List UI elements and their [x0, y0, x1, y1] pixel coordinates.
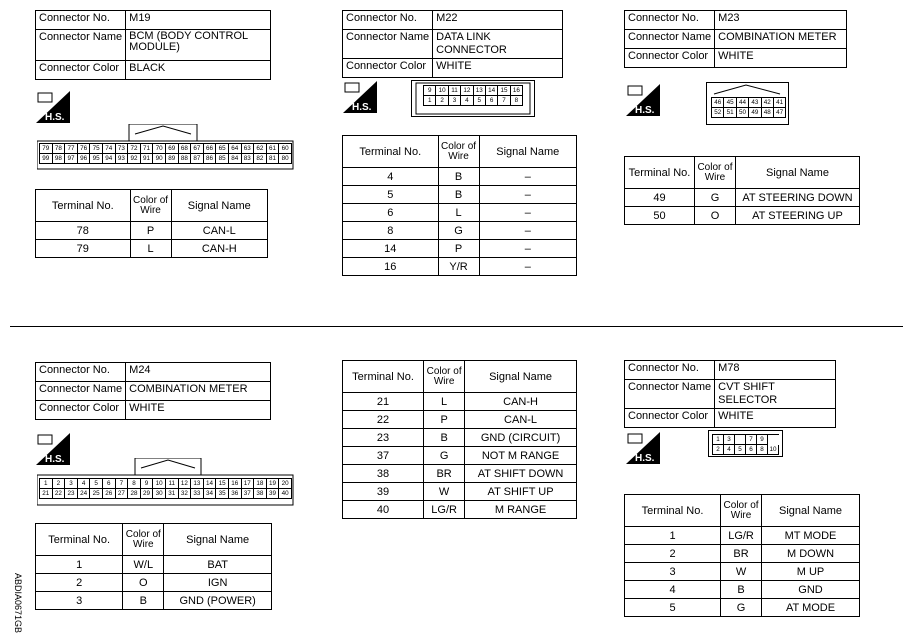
- pin: 70: [153, 144, 166, 154]
- pin: 86: [204, 154, 217, 164]
- connector-color: WHITE: [715, 49, 847, 68]
- m23-connector-diagram: [706, 82, 790, 131]
- header-signal: Signal Name: [762, 495, 860, 527]
- pin: [735, 435, 746, 445]
- pin: 6: [746, 445, 757, 455]
- connector-name: DATA LINK CONNECTOR: [433, 30, 563, 59]
- pin: 88: [179, 154, 192, 164]
- pin: 63: [242, 144, 255, 154]
- table-row: 23 B GND (CIRCUIT): [343, 429, 577, 447]
- m24-info-table: [35, 362, 271, 420]
- pin: 82: [254, 154, 267, 164]
- connector-no: M23: [715, 11, 847, 30]
- label: Connector Name: [36, 30, 126, 61]
- pin: 60: [279, 144, 292, 154]
- pin: 11: [449, 86, 461, 96]
- table-row: 1 LG/R MT MODE: [625, 527, 860, 545]
- svg-text:H.S.: H.S.: [352, 102, 372, 113]
- header-color: Color of Wire: [694, 157, 735, 189]
- pin: 47: [774, 108, 786, 118]
- pin: 77: [65, 144, 78, 154]
- table-row: 3 B GND (POWER): [36, 592, 272, 610]
- connector-name: CVT SHIFT SELECTOR: [715, 380, 836, 409]
- pin: 50: [737, 108, 749, 118]
- pin: 48: [762, 108, 774, 118]
- table-row: 49 G AT STEERING DOWN: [625, 189, 860, 207]
- pin: 31: [166, 489, 179, 499]
- pin: 1: [424, 96, 436, 106]
- table-row: 5 G AT MODE: [625, 599, 860, 617]
- pin: 6: [486, 96, 498, 106]
- pin: 15: [498, 86, 510, 96]
- pin: 64: [229, 144, 242, 154]
- svg-text:H.S.: H.S.: [45, 454, 65, 465]
- m19-connector-diagram: [37, 124, 295, 175]
- m78-signal-table: [624, 494, 860, 617]
- m23-signal-table: [624, 156, 860, 225]
- pin: 34: [204, 489, 217, 499]
- label: Connector Name: [36, 382, 126, 401]
- pin: 96: [78, 154, 91, 164]
- pin: 40: [279, 489, 292, 499]
- pin: 10: [153, 479, 166, 489]
- pin: 10: [436, 86, 448, 96]
- pin: 66: [204, 144, 217, 154]
- header-terminal: Terminal No.: [343, 361, 424, 393]
- pin: 10: [768, 445, 779, 455]
- table-row: 38 BR AT SHIFT DOWN: [343, 465, 577, 483]
- pin: 18: [254, 479, 267, 489]
- table-row: 22 P CAN-L: [343, 411, 577, 429]
- pin: 26: [103, 489, 116, 499]
- m22-info-table: [342, 10, 563, 78]
- pin: 7: [116, 479, 129, 489]
- label: Connector Color: [36, 61, 126, 80]
- table-row: 2 O IGN: [36, 574, 272, 592]
- pin: 71: [141, 144, 154, 154]
- m22-signal-table: [342, 135, 577, 276]
- connector-no: M19: [126, 11, 271, 30]
- label: Connector Name: [343, 30, 433, 59]
- header-signal: Signal Name: [735, 157, 859, 189]
- pin: 5: [735, 445, 746, 455]
- pin: 4: [461, 96, 473, 106]
- pin: 89: [166, 154, 179, 164]
- pin: 79: [40, 144, 53, 154]
- pin: 52: [712, 108, 724, 118]
- pin: 8: [511, 96, 523, 106]
- header-terminal: Terminal No.: [36, 524, 123, 556]
- pin: 95: [90, 154, 103, 164]
- pin: 72: [128, 144, 141, 154]
- header-signal: Signal Name: [171, 190, 267, 222]
- pin: 45: [724, 98, 736, 108]
- pin: 22: [53, 489, 66, 499]
- m24-signal-table-continued: [342, 360, 577, 519]
- pin: 25: [90, 489, 103, 499]
- pin: 28: [128, 489, 141, 499]
- table-row: 4 B –: [343, 168, 577, 186]
- pin: 12: [461, 86, 473, 96]
- pin: 4: [724, 445, 735, 455]
- pin: 3: [65, 479, 78, 489]
- table-row: 1 W/L BAT: [36, 556, 272, 574]
- pin: 98: [53, 154, 66, 164]
- table-row: 79 L CAN-H: [36, 240, 268, 258]
- m24-connector-diagram: [37, 458, 295, 511]
- svg-text:H.S.: H.S.: [635, 453, 655, 464]
- pin: 38: [254, 489, 267, 499]
- pin: 20: [279, 479, 292, 489]
- header-color: Color of Wire: [123, 524, 164, 556]
- table-row: 14 P –: [343, 240, 577, 258]
- pin: 75: [90, 144, 103, 154]
- pin: 4: [78, 479, 91, 489]
- header-terminal: Terminal No.: [625, 495, 721, 527]
- document-code: ABDIA0671GB: [13, 572, 24, 634]
- label: Connector No.: [36, 11, 126, 30]
- pin: 67: [191, 144, 204, 154]
- pin: 9: [757, 435, 768, 445]
- pin: 11: [166, 479, 179, 489]
- m78-info-table: [624, 360, 836, 428]
- header-color: Color of Wire: [721, 495, 762, 527]
- pin: 91: [141, 154, 154, 164]
- pin: 30: [153, 489, 166, 499]
- pin: 8: [757, 445, 768, 455]
- pin: 69: [166, 144, 179, 154]
- pin: 8: [128, 479, 141, 489]
- pin: 61: [267, 144, 280, 154]
- harness-side-icon: [626, 84, 660, 114]
- label: Connector No.: [625, 361, 715, 380]
- harness-side-icon: [343, 81, 377, 111]
- pin: 81: [267, 154, 280, 164]
- header-color: Color of Wire: [130, 190, 171, 222]
- m78-connector-diagram: [708, 430, 784, 463]
- connector-color: WHITE: [433, 59, 563, 78]
- pin: 42: [762, 98, 774, 108]
- table-row: 4 B GND: [625, 581, 860, 599]
- pin: 5: [474, 96, 486, 106]
- pin: 13: [474, 86, 486, 96]
- table-row: 78 P CAN-L: [36, 222, 268, 240]
- header-color: Color of Wire: [424, 361, 465, 393]
- pin: 76: [78, 144, 91, 154]
- pin: 16: [511, 86, 523, 96]
- m23-info-table: [624, 10, 847, 68]
- label: Connector No.: [36, 363, 126, 382]
- table-row: 6 L –: [343, 204, 577, 222]
- pin: 83: [242, 154, 255, 164]
- label: Connector Color: [625, 409, 715, 428]
- svg-text:H.S.: H.S.: [45, 112, 65, 123]
- header-terminal: Terminal No.: [36, 190, 131, 222]
- header-signal: Signal Name: [465, 361, 577, 393]
- connector-color: BLACK: [126, 61, 271, 80]
- pin: 99: [40, 154, 53, 164]
- pin: 1: [713, 435, 724, 445]
- connector-name: COMBINATION METER: [126, 382, 271, 401]
- pin: 94: [103, 154, 116, 164]
- label: Connector Color: [36, 401, 126, 420]
- table-row: 3 W M UP: [625, 563, 860, 581]
- pin: 29: [141, 489, 154, 499]
- pin: 87: [191, 154, 204, 164]
- header-signal: Signal Name: [479, 136, 576, 168]
- pin: 62: [254, 144, 267, 154]
- label: Connector Color: [625, 49, 715, 68]
- pin: 32: [179, 489, 192, 499]
- pin: 78: [53, 144, 66, 154]
- pin: 2: [53, 479, 66, 489]
- table-row: 5 B –: [343, 186, 577, 204]
- pin: 14: [204, 479, 217, 489]
- pin: 51: [724, 108, 736, 118]
- pin: 43: [749, 98, 761, 108]
- pin: 37: [242, 489, 255, 499]
- pin: 90: [153, 154, 166, 164]
- pin: 16: [229, 479, 242, 489]
- pin: 46: [712, 98, 724, 108]
- pin: 85: [216, 154, 229, 164]
- table-row: 50 O AT STEERING UP: [625, 207, 860, 225]
- pin: 93: [116, 154, 129, 164]
- pin: 36: [229, 489, 242, 499]
- table-row: 21 L CAN-H: [343, 393, 577, 411]
- pin: 33: [191, 489, 204, 499]
- pin: 39: [267, 489, 280, 499]
- label: Connector Color: [343, 59, 433, 78]
- header-terminal: Terminal No.: [625, 157, 695, 189]
- label: Connector No.: [343, 11, 433, 30]
- pin: 21: [40, 489, 53, 499]
- pin: 49: [749, 108, 761, 118]
- connector-no: M22: [433, 11, 563, 30]
- pin: 74: [103, 144, 116, 154]
- pin: 23: [65, 489, 78, 499]
- pin: 2: [436, 96, 448, 106]
- connector-name: BCM (BODY CONTROL MODULE): [126, 30, 271, 61]
- connector-no: M78: [715, 361, 836, 380]
- harness-side-icon: [626, 432, 660, 462]
- svg-text:H.S.: H.S.: [635, 105, 655, 116]
- pin: 6: [103, 479, 116, 489]
- table-row: 40 LG/R M RANGE: [343, 501, 577, 519]
- pin: 7: [498, 96, 510, 106]
- connector-no: M24: [126, 363, 271, 382]
- header-terminal: Terminal No.: [343, 136, 439, 168]
- pin: 2: [713, 445, 724, 455]
- pin: 17: [242, 479, 255, 489]
- m24-signal-table: [35, 523, 272, 610]
- pin: 15: [216, 479, 229, 489]
- pin: 65: [216, 144, 229, 154]
- pin: 92: [128, 154, 141, 164]
- pin: 19: [267, 479, 280, 489]
- pin: 68: [179, 144, 192, 154]
- table-row: 8 G –: [343, 222, 577, 240]
- harness-side-icon: [36, 91, 70, 121]
- pin: 41: [774, 98, 786, 108]
- table-row: 37 G NOT M RANGE: [343, 447, 577, 465]
- section-divider: [10, 326, 903, 327]
- connector-color: WHITE: [715, 409, 836, 428]
- label: Connector No.: [625, 11, 715, 30]
- pin: 7: [746, 435, 757, 445]
- connector-name: COMBINATION METER: [715, 30, 847, 49]
- pin: 14: [486, 86, 498, 96]
- pin: 13: [191, 479, 204, 489]
- table-row: 16 Y/R –: [343, 258, 577, 276]
- pin: 73: [116, 144, 129, 154]
- header-color: Color of Wire: [438, 136, 479, 168]
- label: Connector Name: [625, 380, 715, 409]
- pin: 80: [279, 154, 292, 164]
- pin: 12: [179, 479, 192, 489]
- pin: 27: [116, 489, 129, 499]
- connector-color: WHITE: [126, 401, 271, 420]
- pin: 44: [737, 98, 749, 108]
- pin: 5: [90, 479, 103, 489]
- table-row: 39 W AT SHIFT UP: [343, 483, 577, 501]
- header-signal: Signal Name: [164, 524, 272, 556]
- label: Connector Name: [625, 30, 715, 49]
- table-row: 2 BR M DOWN: [625, 545, 860, 563]
- pin: 35: [216, 489, 229, 499]
- pin: 97: [65, 154, 78, 164]
- m22-connector-diagram: [411, 80, 535, 123]
- m19-info-table: [35, 10, 271, 80]
- pin: 24: [78, 489, 91, 499]
- pin: 9: [141, 479, 154, 489]
- pin: 3: [449, 96, 461, 106]
- m19-signal-table: [35, 189, 268, 258]
- pin: 3: [724, 435, 735, 445]
- pin: 1: [40, 479, 53, 489]
- pin: 84: [229, 154, 242, 164]
- pin: 9: [424, 86, 436, 96]
